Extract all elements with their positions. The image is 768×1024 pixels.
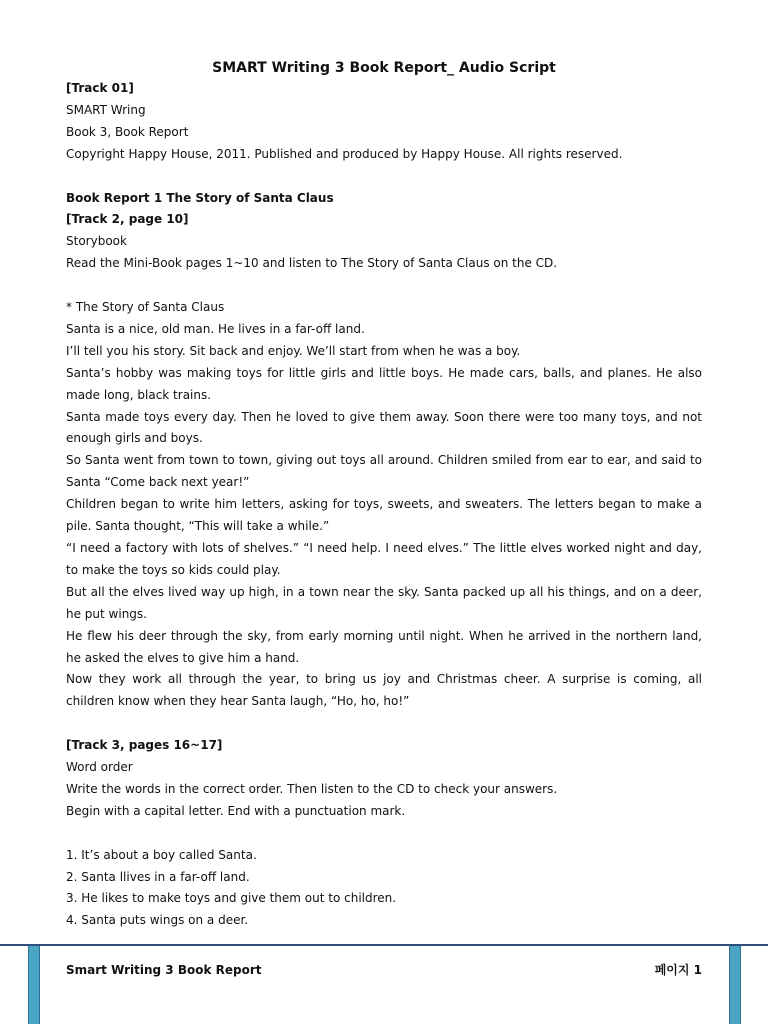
track-03-heading: [Track 3, pages 16~17] [66, 738, 223, 753]
document-body [66, 78, 702, 932]
page-title: SMART Writing 3 Book Report_ Audio Script [212, 60, 556, 76]
story-paragraph: Children began to write him letters, asking for toys, sweets, and sweaters. The letters began to make a pile. Santa thought, “This will take a while.” [66, 497, 702, 534]
story-paragraph: But all the elves lived way up high, in a town near the sky. Santa packed up all his things, and on a deer, he put wings. [66, 584, 702, 621]
track-01-line: Book 3, Book Report [66, 124, 189, 139]
list-item: 4. Santa puts wings on a deer. [66, 913, 249, 928]
footer-left-bar [28, 946, 40, 1024]
footer-divider [0, 944, 768, 946]
spacer [66, 166, 702, 188]
story-paragraph: Santa is a nice, old man. He lives in a far-off land. [66, 321, 365, 336]
book-report-heading: Book Report 1 The Story of Santa Claus [66, 190, 334, 205]
list-item: 2. Santa llives in a far-off land. [66, 869, 250, 884]
instruction-line: Write the words in the correct order. Then listen to the CD to check your answers. [66, 781, 558, 796]
list-item: 1. It’s about a boy called Santa. [66, 847, 257, 862]
story-paragraph: He flew his deer through the sky, from early morning until night. When he arrived in the northern land, he asked the elves to give him a hand. [66, 628, 702, 665]
track-01-heading: [Track 01] [66, 81, 134, 95]
spacer [66, 275, 702, 297]
instruction-line: Begin with a capital letter. End with a punctuation mark. [66, 803, 406, 818]
footer-right-bar [729, 946, 741, 1024]
spacer [66, 713, 702, 735]
section-label: Word order [66, 760, 133, 775]
spacer [66, 823, 702, 845]
footer-title: Smart Writing 3 Book Report [66, 963, 262, 977]
story-paragraph: I’ll tell you his story. Sit back and enjoy. We’ll start from when he was a boy. [66, 343, 521, 358]
copyright-line: Copyright Happy House, 2011. Published and produced by Happy House. All rights reserved. [66, 146, 623, 161]
story-paragraph: “I need a factory with lots of shelves.” “I need help. I need elves.” The little elves worked night and day, to make the toys so kids could play. [66, 541, 702, 577]
page-number: 페이지 1 [654, 963, 702, 977]
story-paragraph: Now they work all through the year, to bring us joy and Christmas cheer. A surprise is coming, all children know when they hear Santa laugh, “Ho, ho, ho!” [66, 672, 702, 709]
story-title: * The Story of Santa Claus [66, 300, 225, 315]
story-paragraph: Santa’s hobby was making toys for little girls and little boys. He made cars, balls, and planes. He also made long, black trains. [66, 365, 702, 402]
story-paragraph: So Santa went from town to town, giving out toys all around. Children smiled from ear to ear, and said to Santa “Come back next year!” [66, 453, 702, 490]
section-label: Storybook [66, 234, 127, 249]
track-02-heading: [Track 2, page 10] [66, 212, 189, 227]
instruction-line: Read the Mini-Book pages 1~10 and listen to The Story of Santa Claus on the CD. [66, 256, 558, 271]
story-paragraph: Santa made toys every day. Then he loved to give them away. Soon there were too many toys, and not enough girls and boys. [66, 409, 702, 446]
track-01-line: SMART Wring [66, 102, 146, 117]
list-item: 3. He likes to make toys and give them out to children. [66, 891, 397, 906]
